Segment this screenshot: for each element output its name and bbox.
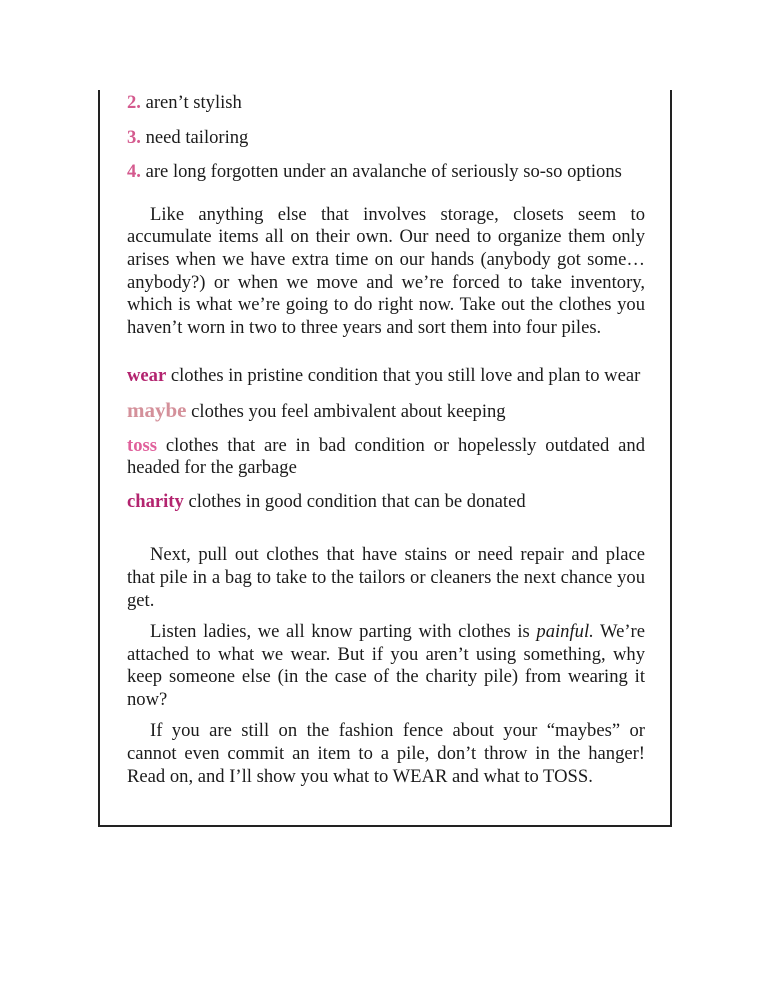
list-number: 3. xyxy=(127,126,141,148)
listen-emphasis: painful. xyxy=(536,621,594,643)
pile-charity xyxy=(127,491,645,514)
listen-text-before: Listen ladies, we all know parting with clothes is xyxy=(150,621,537,643)
pile-term-charity: charity xyxy=(127,490,184,512)
pile-term-maybe: maybe xyxy=(127,397,187,422)
pile-maybe xyxy=(127,399,645,424)
pile-wear xyxy=(127,365,645,388)
final-paragraph: If you are still on the fashion fence about your “maybes” or cannot even commit an item to a pile, don’t throw in the hanger! Read on, and I’ll show you what to WEAR and what to TOSS. xyxy=(127,720,645,787)
next-paragraph: Next, pull out clothes that have stains or need repair and place that pile in a bag to take to the tailors or cleaners the next chance you get. xyxy=(127,544,645,611)
pile-desc: clothes in pristine condition that you still love and plan to wear xyxy=(170,365,641,387)
pile-toss xyxy=(127,435,645,480)
list-number: 2. xyxy=(127,92,141,113)
pile-desc: clothes that are in bad condition or hopelessly outdated and headed for the garbage xyxy=(127,434,645,479)
pile-term-toss: toss xyxy=(127,434,157,456)
list-item xyxy=(127,127,645,150)
intro-paragraph: Like anything else that involves storage, closets seem to accumulate items all on their own. Our need to organize them only arises when we have extra time on our hands (anybody got some… anybody?) or when we move and we’re forced to take inventory, which is what we’re going to do right now. Take out the clothes you haven’t worn in two to three years and sort them into four piles. xyxy=(127,203,645,338)
listen-text-after: We’re attached to what we wear. But if you aren’t using something, why keep someone else (in the case of the charity pile) from wearing it now? xyxy=(127,621,645,710)
pile-term-wear: wear xyxy=(127,365,167,387)
list-text: are long forgotten under an avalanche of seriously so-so options xyxy=(145,161,622,183)
list-number: 4. xyxy=(127,161,141,183)
list-item xyxy=(127,92,645,115)
pile-desc: clothes in good condition that can be donated xyxy=(188,490,526,512)
listen-paragraph xyxy=(127,621,645,711)
page-content xyxy=(127,92,645,788)
list-text: need tailoring xyxy=(145,126,249,148)
list-item xyxy=(127,161,645,184)
list-text: aren’t stylish xyxy=(145,92,242,113)
pile-desc: clothes you feel ambivalent about keeping xyxy=(191,400,506,422)
